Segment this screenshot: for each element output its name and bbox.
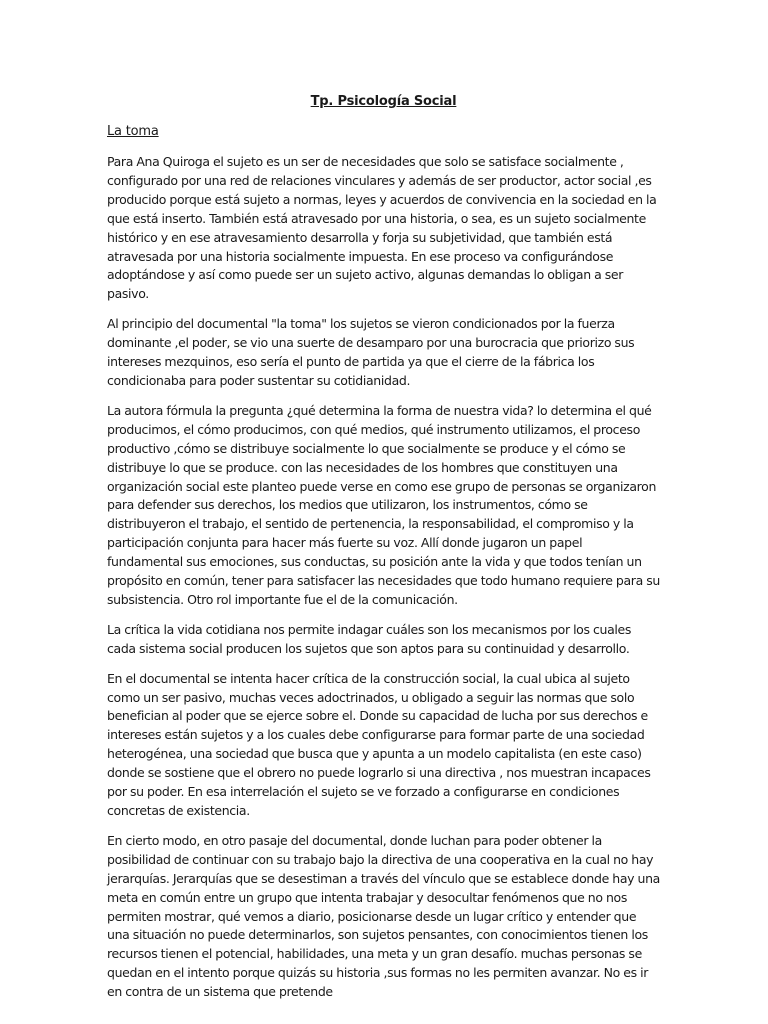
document-title: Tp. Psicología Social (310, 94, 457, 109)
paragraph-2: Al principio del documental "la toma" los sujetos se vieron condicionados por la fuerza dominante ,el poder, se vio una suerte de desamparo por una burocracia que priorizo sus intereses mezquinos, eso sería el punto de partida ya que el cierre de la fábrica los condicionaba para poder sustentar su cotidianidad. (107, 316, 635, 388)
paragraph-4: La crítica la vida cotidiana nos permite indagar cuáles son los mecanismos por los cuales cada sistema social producen los sujetos que son aptos para su continuidad y desarrollo. (107, 621, 632, 656)
paragraph-1: Para Ana Quiroga el sujeto es un ser de necesidades que solo se satisface socialmente , configurado por una red de relaciones vinculares y además de ser productor, actor social ,es producido porque está sujeto a normas, leyes y acuerdos de convivencia en la sociedad en la que está inserto. También está atravesado por una historia, o sea, es un sujeto socialmente histórico y en ese atravesamiento desarrolla y forja su subjetividad, que también está atravesada por una historia socialmente impuesta. En ese proceso va configurándose adoptándose y así como puede ser un sujeto activo, algunas demandas lo obligan a ser pasivo. (107, 154, 657, 302)
paragraph-5: En el documental se intenta hacer crítica de la construcción social, la cual ubica al sujeto como un ser pasivo, muchas veces adoctrinados, u obligado a seguir las normas que solo benefician al poder que se ejerce sobre el. Donde su capacidad de lucha por sus derechos e intereses están sujetos y a los cuales debe configurarse para formar parte de una sociedad heterogénea, una sociedad que busca que y apunta a un modelo capitalista (en este caso) donde se sostiene que el obrero no puede lograrlo si una directiva , nos muestran incapaces por su poder. En esa interrelación el sujeto se ve forzado a configurarse en condiciones concretas de existencia. (107, 670, 651, 818)
paragraph-6: En cierto modo, en otro pasaje del documental, donde luchan para poder obtener la posibilidad de continuar con su trabajo bajo la directiva de una cooperativa en la cual no hay jerarquías. Jerarquías que se desestiman a través del vínculo que se establece donde hay una meta en común entre un grupo que intenta trabajar y desocultar fenómenos que no nos permiten mostrar, qué vemos a diario, posicionarse desde un lugar crítico y entender que una situación no puede determinarlos, son sujetos pensantes, con conocimientos tienen los recursos tienen el potencial, habilidades, una meta y un gran desafío. muchas personas se quedan en el intento porque quizás su historia ,sus formas no les permiten avanzar. No es ir en contra de un sistema que pretende (107, 832, 660, 1000)
paragraph-3: La autora fórmula la pregunta ¿qué determina la forma de nuestra vida? lo determina el qué producimos, el cómo producimos, con qué medios, qué instrumento utilizamos, el proceso productivo ,cómo se distribuye socialmente lo que socialmente se produce y el cómo se distribuye lo que se produce. con las necesidades de los hombres que constituyen una organización social este planteo puede verse en como ese grupo de personas se organizaron para defender sus derechos, los medios que utilizaron, los instrumentos, cómo se distribuyeron el trabajo, el sentido de pertenencia, la responsabilidad, el compromiso y la participación conjunta para hacer más fuerte su voz. Allí donde jugaron un papel fundamental sus emociones, sus conductas, su posición ante la vida y que todos tenían un propósito en común, tener para satisfacer las necesidades que todo humano requiere para su subsistencia. Otro rol importante fue el de la comunicación. (107, 402, 660, 607)
section-heading: La toma (107, 124, 159, 139)
